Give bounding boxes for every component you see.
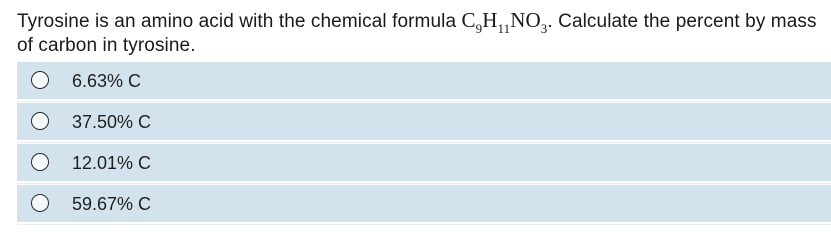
- answer-option-3[interactable]: [17, 144, 831, 181]
- formula-carbon-subscript: 9: [475, 21, 483, 37]
- answer-options: [17, 62, 831, 226]
- answer-option-label: 12.01% C: [72, 153, 152, 173]
- radio-button-icon[interactable]: [31, 71, 49, 89]
- question-text-after: . Calculate the percent by mass of carbon in tyrosine.: [17, 11, 817, 56]
- formula-hydrogen-subscript: 11: [497, 21, 511, 37]
- question-text: [17, 8, 817, 58]
- answer-option-label: 59.67% C: [72, 194, 152, 214]
- radio-button-icon[interactable]: [31, 194, 49, 212]
- formula-hydrogen: H: [482, 8, 498, 32]
- question-text-before: Tyrosine is an amino acid with the chemical formula: [17, 11, 462, 32]
- answer-option-4[interactable]: [17, 185, 831, 222]
- formula-nitrogen-oxygen: NO: [510, 8, 541, 32]
- answer-option-label: 37.50% C: [72, 112, 152, 132]
- answer-option-label: 6.63% C: [72, 71, 142, 91]
- chemical-formula: [461, 8, 548, 37]
- radio-button-icon[interactable]: [31, 112, 49, 130]
- formula-oxygen-subscript: 3: [540, 21, 548, 37]
- answer-option-2[interactable]: [17, 103, 831, 140]
- formula-carbon: C: [461, 8, 476, 32]
- answer-option-1[interactable]: [17, 62, 831, 99]
- radio-button-icon[interactable]: [31, 153, 49, 171]
